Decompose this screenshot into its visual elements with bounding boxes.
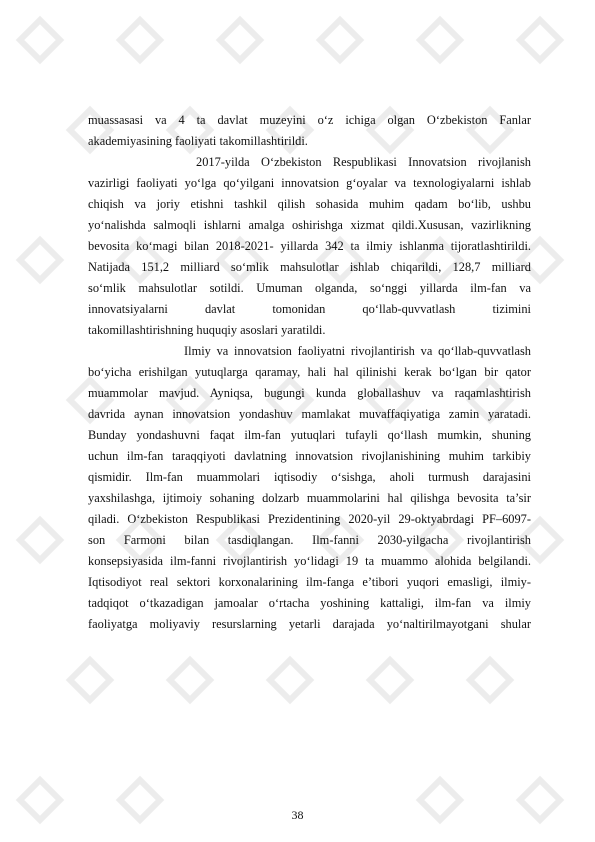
text-line: Bunday yondashuvni faqat ilm-fan yutuqlari tufayli qo‘llash mumkin, shuning xyxy=(88,428,531,442)
text-line: son Farmoni bilan tasdiqlangan. Ilm-fanni 2030-yilgacha rivojlantirish xyxy=(88,533,531,547)
text-line: muammolar mavjud. Ayniqsa, bugungi kunda globallashuv va raqamlashtirish xyxy=(88,386,531,400)
text-line: takomillashtirishning huquqiy asoslari yaratildi. xyxy=(88,323,326,337)
paragraph-2 xyxy=(88,152,531,341)
text-line: muassasasi va 4 ta davlat muzeyini o‘z ichiga olgan O‘zbekiston Fanlar xyxy=(88,113,531,127)
text-line: qismidir. Ilm-fan muammolari iqtisodiy o‘sishga, aholi turmush darajasini xyxy=(88,470,531,484)
paragraph-1 xyxy=(88,110,531,152)
text-line: konsepsiyasida ilm-fanni rivojlantirish yo‘lidagi 19 ta muammo alohida belgilandi. xyxy=(88,554,531,568)
text-line: yaxshilashga, ijtimoiy sohaning dolzarb muammolarini hal qilishga bevosita ta’sir xyxy=(88,491,531,505)
text-line: faoliyatga moliyaviy resurslarning yetarli darajada yo‘naltirilmayotgani shular xyxy=(88,617,531,631)
text-line: bevosita ko‘magi bilan 2018-2021- yillarda 342 ta ilmiy ishlanma tijoratlashtirildi. xyxy=(88,239,531,253)
text-line: vazirligi faoliyati yo‘lga qo‘yilgani innovatsion g‘oyalar va texnologiyalarni ishlab xyxy=(88,176,531,190)
text-line: so‘mlik mahsulotlar sotildi. Umuman olganda, so‘nggi yillarda ilm-fan va xyxy=(88,281,531,295)
text-line: 2017-yilda O‘zbekiston Respublikasi Innovatsion rivojlanish xyxy=(196,155,531,169)
text-line: qiladi. O‘zbekiston Respublikasi Prezidentining 2020-yil 29-oktyabrdagi PF–6097- xyxy=(88,512,531,526)
document-body xyxy=(88,110,531,635)
text-line: Iqtisodiyot real sektori korxonalarining ilm-fanga e’tibori yuqori emasligi, ilmiy- xyxy=(88,575,531,589)
text-line: uchun ilm-fan taraqqiyoti davlatning innovatsion rivojlanishining muhim tarkibiy xyxy=(88,449,531,463)
text-line: bo‘yicha erishilgan yutuqlarga qaramay, hali hal qilinishi kerak bo‘lgan bir qator xyxy=(88,365,531,379)
text-line: innovatsiyalarni davlat tomonidan qo‘llab-quvvatlash tizimini xyxy=(88,302,531,316)
text-line: Natijada 151,2 milliard so‘mlik mahsulotlar ishlab chiqarildi, 128,7 milliard xyxy=(88,260,531,274)
text-line: davrida aynan innovatsion yondashuv mamlakat muvaffaqiyatiga zamin yaratadi. xyxy=(88,407,531,421)
text-line: chiqish va joriy etishni tashkil qilish sohasida muhim qadam bo‘lib, ushbu xyxy=(88,197,531,211)
paragraph-3 xyxy=(88,341,531,635)
text-line: Ilmiy va innovatsion faoliyatni rivojlantirish va qo‘llab-quvvatlash xyxy=(184,344,531,358)
text-line: yo‘nalishda salmoqli ishlarni amalga oshirishga xizmat qildi.Xususan, vazirlikning xyxy=(88,218,531,232)
text-line: akademiyasining faoliyati takomillashtirildi. xyxy=(88,134,308,148)
text-line: tadqiqot o‘tkazadigan jamoalar o‘rtacha yoshining kattaligi, ilm-fan va ilmiy xyxy=(88,596,531,610)
page-number: 38 xyxy=(291,808,304,822)
